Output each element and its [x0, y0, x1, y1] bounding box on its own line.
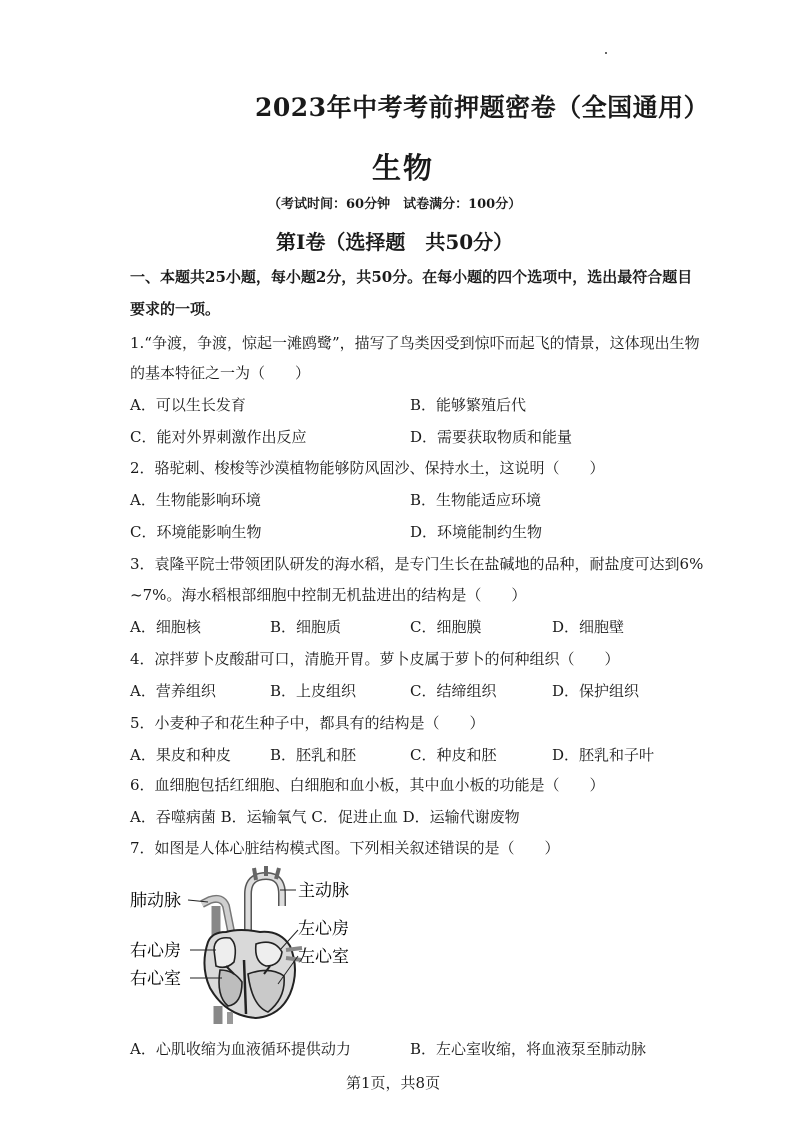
- q2-option-c: C．环境能影响生物: [130, 523, 262, 541]
- q5-option-c: C．种皮和胚: [410, 746, 497, 764]
- section-instruction-line1: 一、本题共25小题，每小题2分，共50分。在每小题的四个选项中，选出最符合题目: [130, 268, 693, 286]
- page-number: 第1页，共8页: [346, 1074, 441, 1092]
- q3-option-a: A．细胞核: [130, 618, 201, 636]
- q5-stem: 5．小麦种子和花生种子中，都具有的结构是（ ）: [130, 714, 485, 732]
- heart-illustration: [130, 866, 370, 1026]
- label-aorta: 主动脉: [298, 881, 349, 901]
- scan-speck: [605, 52, 607, 54]
- q4-stem: 4．凉拌萝卜皮酸甜可口，清脆开胃。萝卜皮属于萝卜的何种组织（ ）: [130, 650, 620, 668]
- q4-option-b: B．上皮组织: [270, 682, 357, 700]
- section-instruction-line2: 要求的一项。: [130, 300, 221, 318]
- q4-option-c: C．结缔组织: [410, 682, 497, 700]
- heart-diagram: [130, 866, 370, 1026]
- q1-option-a: A．可以生长发育: [130, 396, 246, 414]
- q3-stem-line2: ~7%。海水稻根部细胞中控制无机盐进出的结构是（ ）: [130, 586, 527, 604]
- q1-option-b: B．能够繁殖后代: [410, 396, 527, 414]
- q3-option-d: D．细胞壁: [552, 618, 625, 636]
- volume-heading: 第Ⅰ卷（选择题 共50分）: [276, 230, 514, 254]
- q3-option-b: B．细胞质: [270, 618, 342, 636]
- exam-title: 2023年中考考前押题密卷（全国通用）: [255, 93, 710, 122]
- label-pulmonary-artery: 肺动脉: [130, 891, 181, 911]
- q5-option-d: D．胚乳和子叶: [552, 746, 655, 764]
- q1-stem-line1: 1.“争渡，争渡，惊起一滩鸥鹭”，描写了鸟类因受到惊吓而起飞的情景，这体现出生物: [130, 334, 700, 352]
- label-left-ventricle: 左心室: [298, 947, 349, 967]
- q5-option-b: B．胚乳和胚: [270, 746, 357, 764]
- q2-option-b: B．生物能适应环境: [410, 491, 542, 509]
- q4-option-d: D．保护组织: [552, 682, 640, 700]
- q1-option-c: C．能对外界刺激作出反应: [130, 428, 307, 446]
- q4-option-a: A．营养组织: [130, 682, 216, 700]
- label-right-ventricle: 右心室: [130, 969, 181, 989]
- q7-option-b: B．左心室收缩，将血液泵至肺动脉: [410, 1040, 647, 1058]
- q3-stem-line1: 3．袁隆平院士带领团队研发的海水稻，是专门生长在盐碱地的品种，耐盐度可达到6%: [130, 555, 704, 573]
- q6-stem: 6．血细胞包括红细胞、白细胞和血小板，其中血小板的功能是（ ）: [130, 776, 605, 794]
- q1-option-d: D．需要获取物质和能量: [410, 428, 573, 446]
- q6-options: A．吞噬病菌 B．运输氧气 C．促进止血 D．运输代谢废物: [130, 808, 520, 826]
- label-right-atrium: 右心房: [130, 941, 181, 961]
- q7-option-a: A．心肌收缩为血液循环提供动力: [130, 1040, 351, 1058]
- q5-option-a: A．果皮和种皮: [130, 746, 231, 764]
- q7-stem: 7．如图是人体心脏结构模式图。下列相关叙述错误的是（ ）: [130, 839, 560, 857]
- q3-option-c: C．细胞膜: [410, 618, 482, 636]
- subject-title: 生物: [372, 151, 435, 185]
- q2-stem: 2．骆驼刺、梭梭等沙漠植物能够防风固沙、保持水土，这说明（ ）: [130, 459, 605, 477]
- q2-option-d: D．环境能制约生物: [410, 523, 543, 541]
- label-left-atrium: 左心房: [298, 919, 349, 939]
- exam-info: （考试时间：60分钟 试卷满分：100分）: [268, 197, 522, 212]
- q1-stem-line2: 的基本特征之一为（ ）: [130, 364, 311, 382]
- q2-option-a: A．生物能影响环境: [130, 491, 261, 509]
